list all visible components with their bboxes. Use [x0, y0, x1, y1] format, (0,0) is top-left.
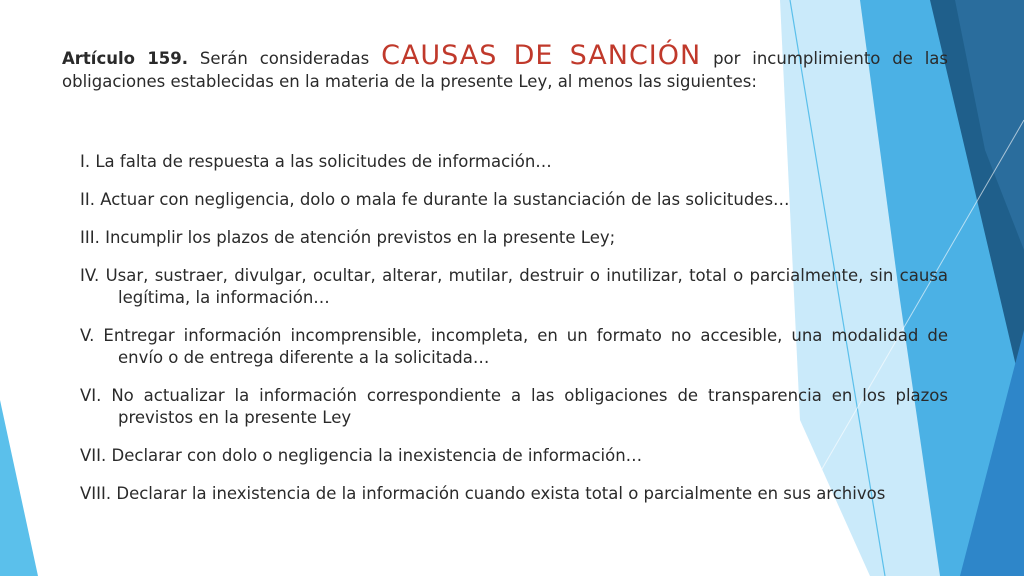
left-blue-strip [0, 400, 38, 576]
list-item: VIII. Declarar la inexistencia de la información cuando exista total o parcialmente en sus archivos [80, 484, 886, 503]
article-text-after: por incumplimiento de las obligaciones establecidas en la materia de la presente Ley, al menos las siguientes: [62, 49, 949, 91]
list-item: V. Entregar información incomprensible, incompleta, en un formato no accesible, una modalidad de envío o de entrega diferente a la solicitada… [80, 326, 948, 367]
article-highlight: CAUSAS DE SANCIÓN [381, 40, 702, 71]
list-item: I. La falta de respuesta a las solicitudes de información… [80, 152, 552, 171]
article-text-before: Serán consideradas [188, 49, 382, 68]
article-number: Artículo 159. [62, 49, 189, 68]
list-item: III. Incumplir los plazos de atención previstos en la presente Ley; [80, 228, 616, 247]
list-item: IV. Usar, sustraer, divulgar, ocultar, alterar, mutilar, destruir o inutilizar, total o parcialmente, sin causa legítima, la información… [80, 266, 948, 307]
list-item: VI. No actualizar la información correspondiente a las obligaciones de transparencia en los plazos previstos en la presente Ley [80, 386, 948, 427]
article-intro [62, 40, 949, 93]
article-paragraph [62, 40, 949, 93]
list-item: II. Actuar con negligencia, dolo o mala fe durante la sustanciación de las solicitudes… [80, 190, 790, 209]
list-item: VII. Declarar con dolo o negligencia la inexistencia de información… [80, 446, 643, 465]
sanction-causes-list [80, 151, 948, 521]
